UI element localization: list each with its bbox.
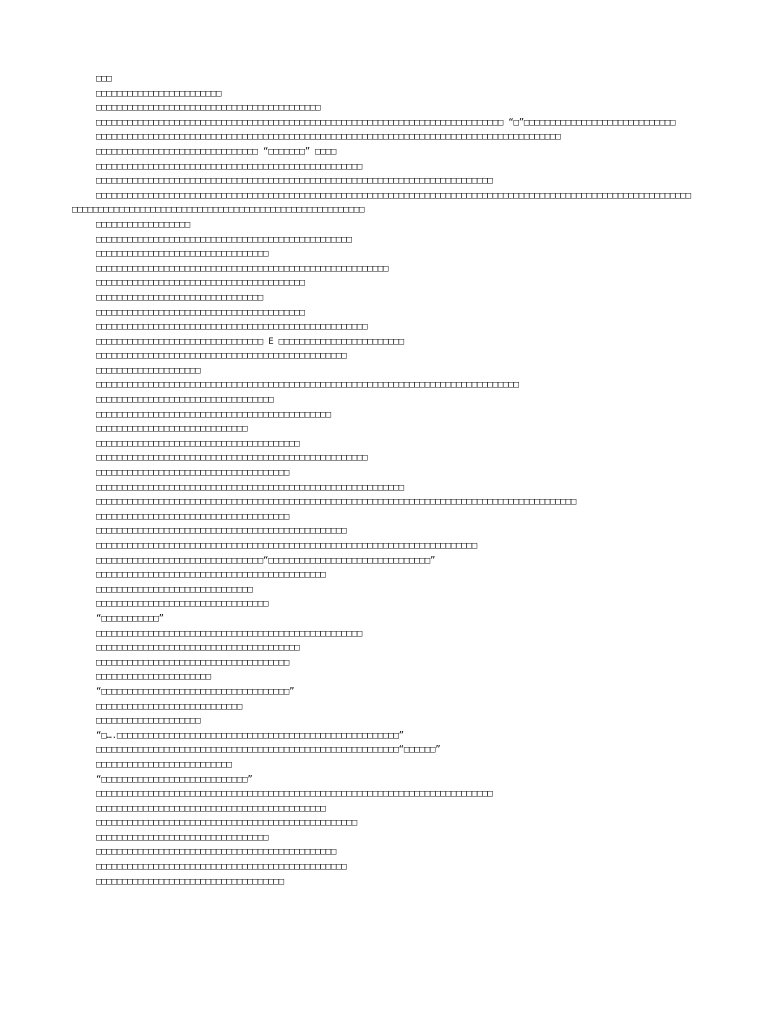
paragraph: “□□□□□□□□□□□□□□□□□□□□□□□□□□□□”: [96, 774, 253, 785]
paragraph: □□□□□□□□□□□□□□□□□□□□□□□□□□□□□□□□ E □□□□□□□□□□□□□□□□□□□□□□□□: [96, 336, 404, 347]
paragraph: □□□□□□□□□□□□□□□□□□□□□□□□□□□□: [96, 701, 243, 712]
paragraph: □□□□□□□□□□□□□□□□□□□□□□□□□□□□□□□□□□□□: [96, 876, 284, 887]
paragraph: □□□□□□□□□□□□□□□□□□□□□□□□□□□□□□□□□□□□□□□□: [96, 307, 305, 318]
paragraph: □□□□□□□□□□□□□□□□□□□□□□□□□□□□□□□□□□□□□□□□□□□□□: [96, 409, 331, 420]
paragraph: □□□□□□□□□□□□□□□□□□□□□□□□□□□□□□□□□□□□□□□□□□□□: [96, 803, 326, 814]
paragraph: □□□□□□□□□□□□□□□□□□□□□□□□□□□□□□□□□□□□□□□□□□□□□□□□□□□□□□□□□□□□□□□□□□□□□□□□□□□□□□□□□□□□□□□□□□□□: [96, 497, 577, 508]
paragraph: □□□□□□□□□□□□□□□□□□□□□□□□□□□□□□□□□□□□□□□□: [96, 278, 305, 289]
paragraph: □□□□□□□□□□□□□□□□□□□□□□□□□□□□□□□□□□□□□□□□□□□□□□□□□□□□□□□□□□□□□□□□□□□□□□□□□: [96, 541, 477, 551]
paragraph: □□□□□□□□□□□□□□□□□□□□□□□□□□□□□□□□□□□□□□□□□□□□□□□□: [96, 351, 347, 362]
paragraph: □□□□□□□□□□□□□□□□□□□□□□□□□□: [96, 759, 232, 770]
paragraph: □□□□□□□□□□□□□□□□□□□□□□□□□□□□□□□□□□□□□□□□□□□□□□□□□□□: [96, 161, 363, 172]
paragraph: □□□□□□□□□□□□□□□□□□□□□□□□□□□□□□□□□□□□□□□□□□□□□□□□: [96, 526, 347, 537]
paragraph: □□□□□□□□□□□□□□□□□□□□: [96, 716, 201, 727]
paragraph: □□□□□□□□□□□□□□□□□□□□□□□□□□□□□□□□□□□□□□□□□□□□□□□□□□□□□□□□□□□: [96, 482, 404, 493]
paragraph: □□□: [96, 74, 112, 84]
paragraph: □□□□□□□□□□□□□□□□□□□□□□□□□□□□□□□□□: [96, 832, 269, 843]
paragraph: □□□□□□□□□□□□□□□□□□□□□□□□□□□□□□□□□□□□□: [96, 511, 290, 522]
paragraph: □□□□□□□□□□□□□□□□□□□□□□□□□□□□□□□□□□□□□□□□□□□□□□□□□□□□□□□□□□□□□□□□□□□□□□□□□□□□□□ “□”□□□□□□□□□□□□□□□□□□□□□□□□□□□□□: [96, 117, 676, 128]
paragraph: □□□□□□□□□□□□□□□□□□□□□□□□□□□□□□□□□□□□□: [96, 468, 290, 479]
paragraph: □□□□□□□□□□□□□□□□□□□□□□□□□□□□□□□□□□□□□□□□□□□□: [96, 570, 326, 581]
paragraph: □□□□□□□□□□□□□□□□□□□□: [96, 365, 201, 376]
paragraph: □□□□□□□□□□□□□□□□□□□□□□□□□□□□□□□□“□□□□□□□□□□□□□□□□□□□□□□□□□□□□□□□”: [96, 555, 436, 566]
paragraph: □□□□□□□□□□□□□□□□□□□□□□□□□□□□□: [96, 424, 248, 435]
paragraph: □□□□□□□□□□□□□□□□□□□□□□□□□□□□□□□□□□□□□□□□□□□□□□□□: [96, 862, 347, 873]
paragraph: □□□□□□□□□□□□□□□□□□□□□□□□□□□□□□□□□□□□□□□□□□□□□□□□□□□□: [96, 453, 368, 464]
paragraph: □□□□□□□□□□□□□□□□□□□□□□□□□□□□□□□□□□□□□□□□□□□□□□□□□□□□□□□□: [96, 263, 389, 274]
paragraph: □□□□□□□□□□□□□□□□□□□□□□□□: [96, 88, 222, 99]
paragraph: □□□□□□□□□□□□□□□□□□□□□□□□□□□□□□□□□□□□□□□□□□□□□□□□□□: [96, 818, 357, 829]
paragraph: □□□□□□□□□□□□□□□□□□□□□□□□□□□□□□□□□□□□□□□□□□□□□□□□□□□□□□□□□□□□□□□□□□□□□□□□□□□□: [96, 789, 493, 800]
paragraph: □□□□□□□□□□□□□□□□□□□□□□□□□□□□□□□□□□□□□□□□□□□□□□□□□: [96, 234, 352, 245]
paragraph: □□□□□□□□□□□□□□□□□□□□□□□□□□□□□□□□□□□□□□□□□□□: [96, 103, 321, 114]
paragraph: □□□□□□□□□□□□□□□□□□□□□□□□□□□□□□□□□□□□□□□□□□□□□□□□□□□□□□□□□□“□□□□□□”: [96, 745, 441, 756]
paragraph: □□□□□□□□□□□□□□□□□□□□□□□□□□□□□□□□□□□□□□□□□□□□□□□□□□□□: [96, 322, 368, 333]
paragraph: □□□□□□□□□□□□□□□□□□□□□□□□□□□□□□□□□□□□□□□□□□□□□□□□□□□: [96, 628, 363, 639]
paragraph: □□□□□□□□□□□□□□□□□□□□□□□□□□□□□□□□□□□□□: [96, 657, 290, 668]
paragraph: □□□□□□□□□□□□□□□□□□□□□□□□□□□□□□□□□□□□□□□□□□□□□□□□□□□□□□□□□□□□□□□□□□□□□□□□□□□□□□□□□: [96, 380, 519, 391]
paragraph: □□□□□□□□□□□□□□□□□□□□□□□□□□□□□□□□□□□□□□□: [96, 438, 300, 449]
paragraph: □□□□□□□□□□□□□□□□□□□□□□□□□□□□□□: [96, 584, 253, 595]
paragraph: □□□□□□□□□□□□□□□□□□□□□□□□□□□□□□□□□□□□□□□□□□□□□□: [96, 847, 337, 858]
paragraph: □□□□□□□□□□□□□□□□□□□□□□□□□□□□□□□□: [96, 292, 263, 303]
paragraph: □□□□□□□□□□□□□□□□□□□□□□□□□□□□□□□□□□□□□□□□□□□□□□□□□□□□□□□□□□□□□□□□□□□□□□□□□□□□□□□□□□□□□□□□□□□□□□□□□□□□□□□□□□□□□□□□□□□□□□□□□□□□□□□□□□□□□□□□□□□□□□□□□□□□□□□□□□□□□□□□□□□□□□□□□□: [72, 190, 691, 216]
paragraph: □□□□□□□□□□□□□□□□□□□□□□□□□□□□□□□□□: [96, 249, 269, 260]
paragraph: □□□□□□□□□□□□□□□□□□□□□□□□□□□□□□□□□□: [96, 395, 274, 406]
paragraph: □□□□□□□□□□□□□□□□□□□□□□□□□□□□□□□□□: [96, 599, 269, 610]
paragraph: “□□□□□□□□□□□”: [96, 613, 164, 624]
paragraph: □□□□□□□□□□□□□□□□□□□□□□□□□□□□□□□□□□□□□□□□□□□□□□□□□□□□□□□□□□□□□□□□□□□□□□□□□□□□: [96, 176, 493, 187]
paragraph: “□….□□□□□□□□□□□□□□□□□□□□□□□□□□□□□□□□□□□□□□□□□□□□□□□□□□□□□□”: [96, 730, 404, 741]
paragraph: “□□□□□□□□□□□□□□□□□□□□□□□□□□□□□□□□□□□□”: [96, 686, 295, 697]
paragraph: □□□□□□□□□□□□□□□□□□□□□□: [96, 672, 211, 683]
paragraph: □□□□□□□□□□□□□□□□□□□□□□□□□□□□□□□□□□□□□□□: [96, 643, 300, 654]
document-body: [72, 72, 696, 952]
paragraph: □□□□□□□□□□□□□□□□□□: [96, 219, 190, 230]
paragraph: □□□□□□□□□□□□□□□□□□□□□□□□□□□□□□□□□□□□□□□□□□□□□□□□□□□□□□□□□□□□□□□□□□□□□□□□□□□□□□□□□□□□□□□□□: [96, 132, 561, 143]
paragraph: □□□□□□□□□□□□□□□□□□□□□□□□□□□□□□□ “□□□□□□□” □□□□: [96, 146, 337, 157]
